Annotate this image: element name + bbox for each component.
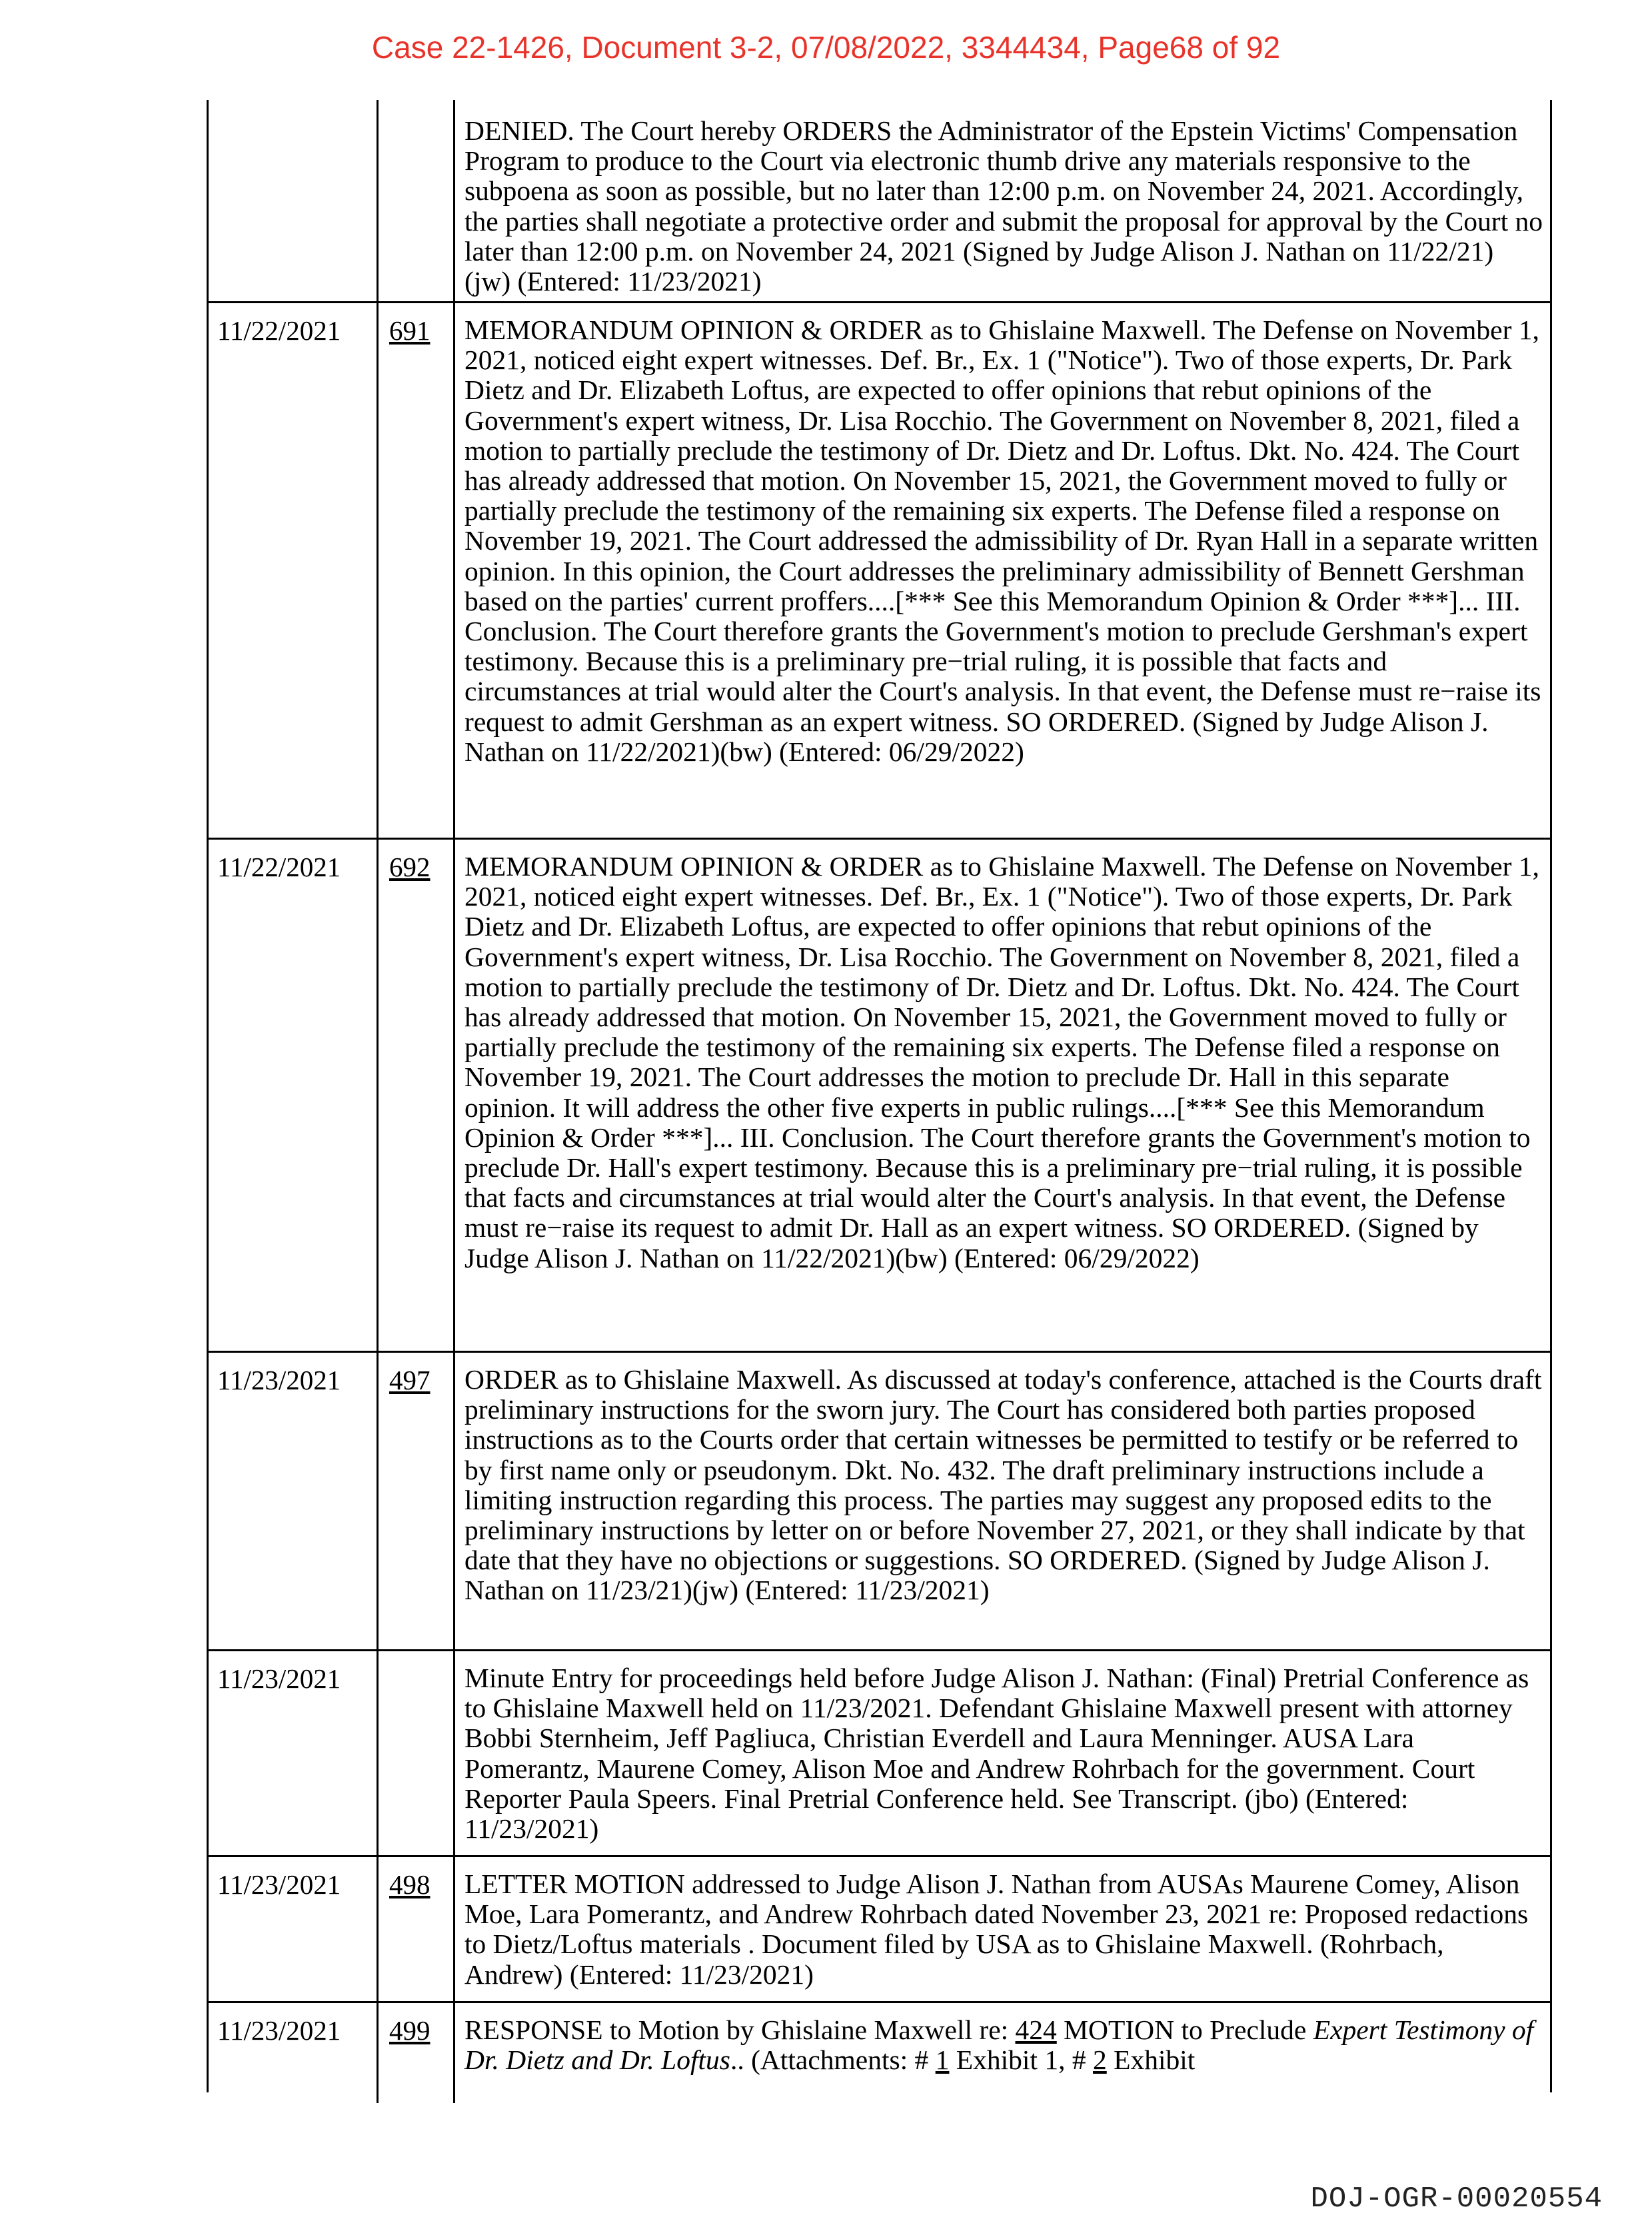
entry-number-link[interactable]: 497 (389, 1365, 430, 1395)
entry-number[interactable] (379, 303, 455, 838)
entry-date: 11/22/2021 (207, 303, 379, 838)
entry-text: LETTER MOTION addressed to Judge Alison J. Nathan from AUSAs Maurene Comey, Alison Moe, Lara Pomerantz, and Andrew Rohrbach dated November 23, 2021 re: Proposed redactions to Dietz/Loftus materials . Document filed by USA as to Ghislaine Maxwell. (Rohrbach, Andrew) (Entered: 11/23/2021) (464, 1868, 1529, 1990)
entry-number-link[interactable]: 691 (389, 315, 430, 346)
entry-text: DENIED. The Court hereby ORDERS the Administrator of the Epstein Victims' Compensation Program to produce to the Court via electronic thumb drive any materials responsive to the subpoena as soon as possible, but no later than 12:00 p.m. on November 24, 2021. Accordingly, the parties shall negotiate a protective order and submit the proposal for approval by the Court no later than 12:00 p.m. on November 24, 2021 (Signed by Judge Alison J. Nathan on 11/22/21) (jw) (Entered: 11/23/2021) (464, 115, 1543, 297)
entry-date: 11/22/2021 (207, 840, 379, 1351)
docket-link-424[interactable]: 424 (1015, 2014, 1057, 2045)
docket-table (207, 100, 1550, 2103)
entry-number-link[interactable]: 692 (389, 852, 430, 882)
entry-number (379, 1651, 455, 1855)
entry-date: 11/23/2021 (207, 2003, 379, 2103)
entry-date: 11/23/2021 (207, 1651, 379, 1855)
entry-number[interactable] (379, 1857, 455, 2001)
table-row (207, 840, 1550, 1353)
entry-text: MEMORANDUM OPINION & ORDER as to Ghislaine Maxwell. The Defense on November 1, 2021, noticed eight expert witnesses. Def. Br., Ex. 1 ("Notice"). Two of those experts, Dr. Park Dietz and Dr. Elizabeth Loftus, are expected to offer opinions that rebut opinions of the Government's expert witness, Dr. Lisa Rocchio. The Government on November 8, 2021, filed a motion to partially preclude the testimony of Dr. Dietz and Dr. Loftus. Dkt. No. 424. The Court has already addressed that motion. On November 15, 2021, the Government moved to fully or partially preclude the testimony of the remaining six experts. The Defense filed a response on November 19, 2021. The Court addressed the admissibility of Dr. Ryan Hall in a separate written opinion. In this opinion, the Court addresses the preliminary admissibility of Bennett Gershman based on the parties' current proffers....[*** See this Memorandum Opinion & Order ***]... III. Conclusion. The Court therefore grants the Government's motion to preclude Gershman's expert testimony. Because this is a preliminary pre−trial ruling, it is possible that facts and circumstances at trial would alter the Court's analysis. In that event, the Defense must re−raise its request to admit Gershman as an expert witness. SO ORDERED. (Signed by Judge Alison J. Nathan on 11/22/2021)(bw) (Entered: 06/29/2022) (464, 315, 1541, 767)
attachment-link-2[interactable]: 2 (1093, 2044, 1107, 2076)
table-row (207, 303, 1550, 840)
table-row (207, 1857, 1550, 2003)
entry-number[interactable] (379, 840, 455, 1351)
table-row (207, 2003, 1550, 2103)
table-right-border (1550, 100, 1552, 2092)
entry-number-link[interactable]: 498 (389, 1869, 430, 1900)
entry-text: Minute Entry for proceedings held before Judge Alison J. Nathan: (Final) Pretrial Conference as to Ghislaine Maxwell held on 11/23/2021. Defendant Ghislaine Maxwell present with attorney Bobbi Sternheim, Jeff Pagliuca, Christian Everdell and Laura Menninger. AUSA Lara Pomerantz, Maurene Comey, Alison Moe and Andrew Rohrbach for the government. Court Reporter Paula Speers. Final Pretrial Conference held. See Transcript. (jbo) (Entered: 11/23/2021) (464, 1663, 1529, 1845)
entry-date: 11/23/2021 (207, 1353, 379, 1649)
table-row (207, 1353, 1550, 1651)
entry-number[interactable] (379, 2003, 455, 2103)
entry-number (379, 100, 455, 301)
bates-number: DOJ-OGR-00020554 (1310, 2182, 1603, 2216)
entry-number[interactable] (379, 1353, 455, 1649)
table-row (207, 1651, 1550, 1857)
table-row (207, 100, 1550, 303)
case-header: Case 22-1426, Document 3-2, 07/08/2022, 3344434, Page68 of 92 (371, 30, 1281, 65)
entry-text: RESPONSE to Motion by Ghislaine Maxwell re: 424 MOTION to Preclude Expert Testimony of Dr. Dietz and Dr. Loftus.. (Attachments: # 1 Exhibit 1, # 2 Exhibit (464, 2014, 1534, 2076)
entry-text: MEMORANDUM OPINION & ORDER as to Ghislaine Maxwell. The Defense on November 1, 2021, noticed eight expert witnesses. Def. Br., Ex. 1 ("Notice"). Two of those experts, Dr. Park Dietz and Dr. Elizabeth Loftus, are expected to offer opinions that rebut opinions of the Government's expert witness, Dr. Lisa Rocchio. The Government on November 8, 2021, filed a motion to partially preclude the testimony of Dr. Dietz and Dr. Loftus. Dkt. No. 424. The Court has already addressed that motion. On November 15, 2021, the Government moved to fully or partially preclude the testimony of the remaining six experts. The Defense filed a response on November 19, 2021. The Court addresses the motion to preclude Dr. Hall in this separate opinion. It will address the other five experts in public rulings....[*** See this Memorandum Opinion & Order ***]... III. Conclusion. The Court therefore grants the Government's motion to preclude Dr. Hall's expert testimony. Because this is a preliminary pre−trial ruling, it is possible that facts and circumstances at trial would alter the Court's analysis. In that event, the Defense must re−raise its request to admit Dr. Hall as an expert witness. SO ORDERED. (Signed by Judge Alison J. Nathan on 11/22/2021)(bw) (Entered: 06/29/2022) (464, 851, 1539, 1273)
entry-date (207, 100, 379, 301)
entry-number-link[interactable]: 499 (389, 2015, 430, 2046)
entry-date: 11/23/2021 (207, 1857, 379, 2001)
entry-text: ORDER as to Ghislaine Maxwell. As discussed at today's conference, attached is the Courts draft preliminary instructions for the sworn jury. The Court has considered both parties proposed instructions as to the Courts order that certain witnesses be permitted to testify or be referred to by first name only or pseudonym. Dkt. No. 432. The draft preliminary instructions include a limiting instruction regarding this process. The parties may suggest any proposed edits to the preliminary instructions by letter on or before November 27, 2021, or they shall indicate by that date that they have no objections or suggestions. SO ORDERED. (Signed by Judge Alison J. Nathan on 11/23/21)(jw) (Entered: 11/23/2021) (464, 1364, 1542, 1606)
attachment-link-1[interactable]: 1 (935, 2044, 950, 2076)
